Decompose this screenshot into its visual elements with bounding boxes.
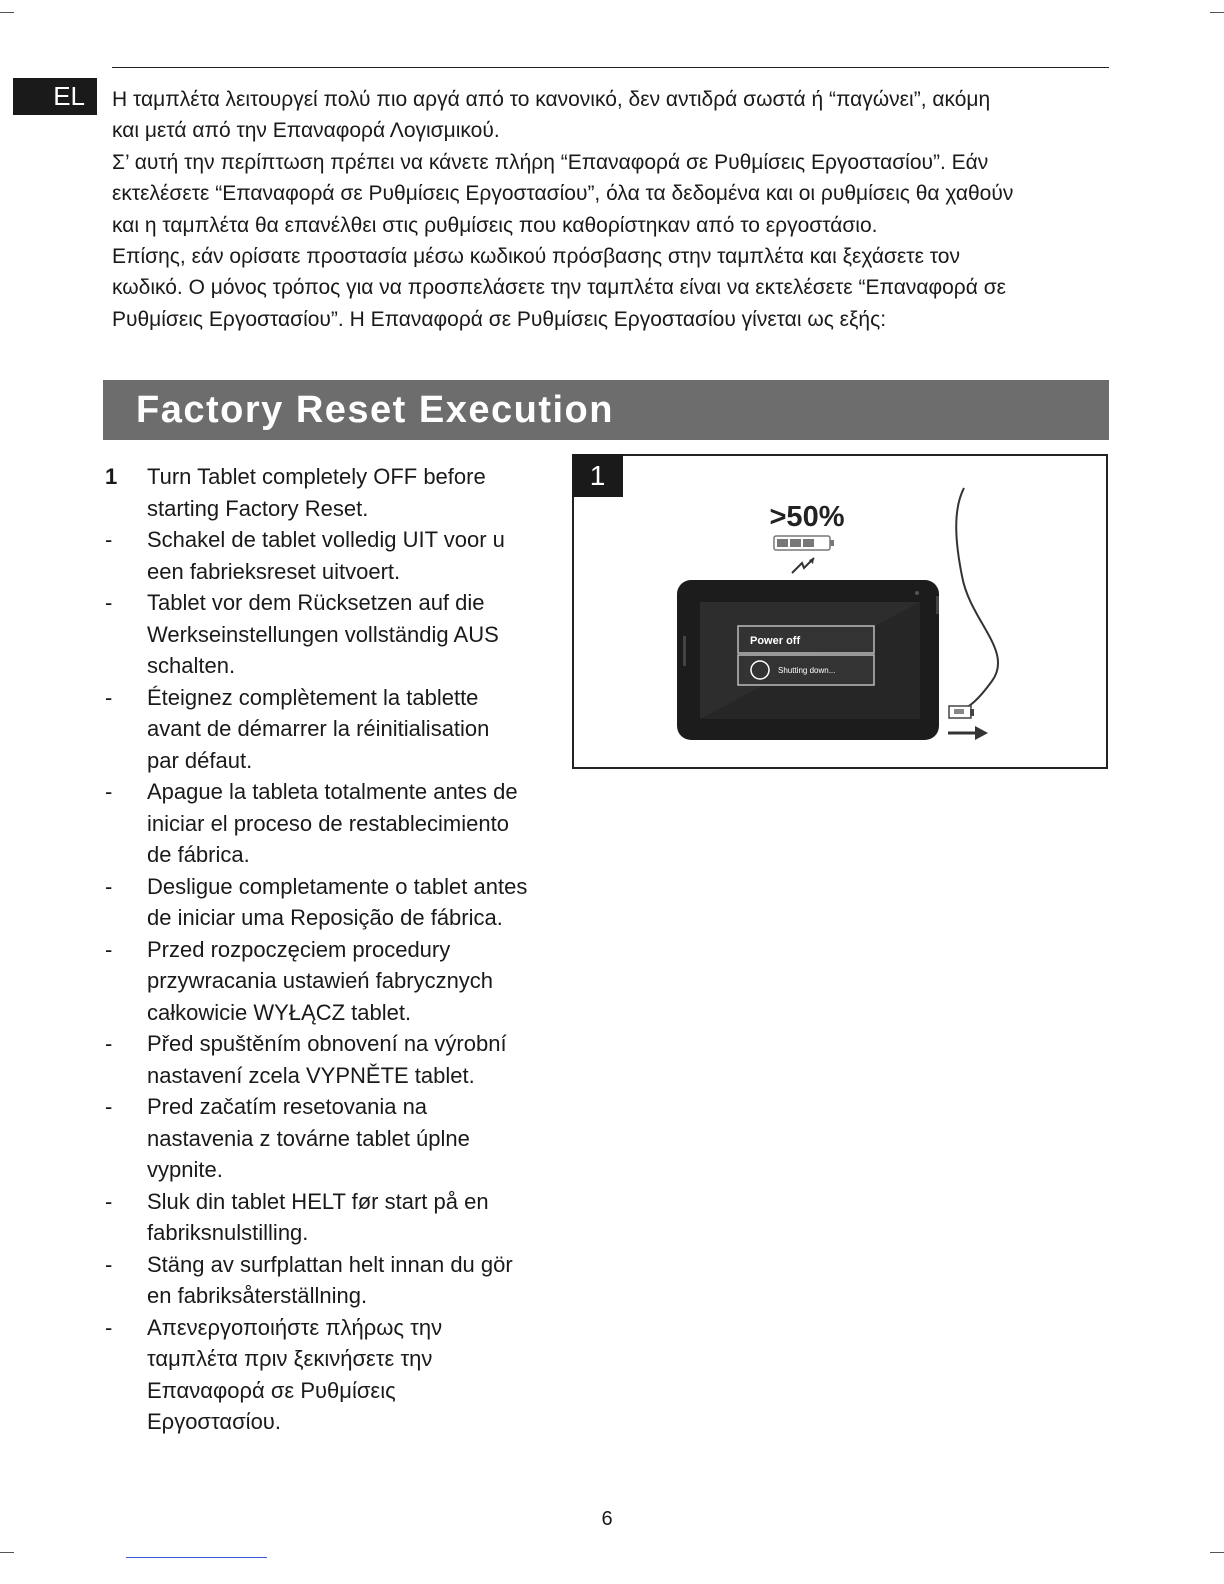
- step-line: nastavení zcela VYPNĚTE tablet.: [147, 1062, 475, 1088]
- step-list: [105, 461, 555, 1438]
- step-marker: 1: [105, 464, 118, 489]
- step-marker: -: [105, 1094, 113, 1119]
- step-line: de iniciar uma Reposição de fábrica.: [147, 905, 503, 930]
- step-line: całkowicie WYŁĄCZ tablet.: [147, 999, 412, 1025]
- step-line: Επαναφορά σε Ρυθμίσεις: [147, 1377, 396, 1403]
- intro-line: Ρυθμίσεις Εργοστασίου”. Η Επαναφορά σε Ρυθμίσεις Εργοστασίου γίνεται ως εξής:: [112, 307, 887, 331]
- step-item: [105, 1186, 555, 1249]
- step-marker: -: [105, 1031, 113, 1056]
- step-line: Turn Tablet completely OFF before: [147, 464, 486, 489]
- battery-icon: [774, 536, 834, 550]
- usb-plug-icon: [949, 706, 974, 718]
- battery-label: >50%: [769, 501, 845, 533]
- step-line: fabriksnulstilling.: [147, 1220, 309, 1245]
- step-line: Schakel de tablet volledig UIT voor u: [147, 527, 505, 552]
- language-tag: EL: [13, 78, 97, 115]
- crop-mark-top-right: [1210, 12, 1224, 13]
- crop-mark-top-left: [0, 12, 14, 13]
- step-item: [105, 1312, 555, 1438]
- step-line: starting Factory Reset.: [147, 495, 369, 521]
- step-line: Tablet vor dem Rücksetzen auf die: [147, 590, 485, 615]
- usb-cable: [956, 488, 998, 711]
- step-text: [147, 461, 555, 524]
- step-marker: -: [105, 1251, 113, 1277]
- step-marker: -: [105, 1314, 113, 1340]
- dialog-title: Power off: [750, 635, 801, 647]
- step-marker: -: [105, 779, 113, 804]
- power-off-dialog: [738, 626, 874, 685]
- intro-paragraph: [112, 84, 1112, 335]
- figure-number: 1: [572, 454, 623, 497]
- step-text: [147, 682, 555, 777]
- step-line: ταμπλέτα πριν ξεκινήσετε την: [147, 1346, 433, 1371]
- footer-link-rule: [126, 1557, 267, 1558]
- step-marker: -: [105, 527, 113, 552]
- step-line: Desligue completamente o tablet antes: [147, 873, 528, 899]
- step-marker: -: [105, 936, 113, 962]
- intro-line: Επίσης, εάν ορίσατε προστασία μέσω κωδικού πρόσβασης στην ταμπλέτα και ξεχάσετε τον: [112, 245, 960, 269]
- step-line: de fábrica.: [147, 842, 250, 867]
- step-line: Werkseinstellungen vollständig AUS: [147, 621, 499, 647]
- intro-line: Σ’ αυτή την περίπτωση πρέπει να κάνετε πλήρη “Επαναφορά σε Ρυθμίσεις Εργοστασίου”. Εάν: [112, 150, 989, 174]
- step-line: Před spuštěním obnovení na výrobní: [147, 1031, 507, 1056]
- step-line: Éteignez complètement la tablette: [147, 684, 479, 710]
- step-text: [147, 1186, 555, 1249]
- tablet-illustration: [574, 456, 1106, 767]
- step-line: iniciar el proceso de restablecimiento: [147, 810, 509, 836]
- step-line: Sluk din tablet HELT før start på en: [147, 1188, 489, 1214]
- arrow-right-icon: [948, 726, 988, 740]
- step-line: Apague la tableta totalmente antes de: [147, 779, 518, 804]
- step-line: nastavenia z továrne tablet úplne: [147, 1125, 470, 1151]
- step-marker: -: [105, 590, 113, 615]
- step-item: [105, 461, 555, 524]
- step-text: [147, 776, 555, 871]
- step-item: [105, 587, 555, 682]
- dialog-status: Shutting down...: [778, 666, 836, 675]
- step-item: [105, 524, 555, 587]
- step-item: [105, 934, 555, 1029]
- step-line: Απενεργοποιήστε πλήρως την: [147, 1314, 443, 1340]
- step-line: Εργοστασίου.: [147, 1409, 281, 1434]
- figure-step-1: [572, 454, 1108, 769]
- intro-line: εκτελέσετε “Επαναφορά σε Ρυθμίσεις Εργοστασίου”, όλα τα δεδομένα και οι ρυθμίσεις θα χαθούν: [112, 182, 1014, 206]
- step-text: [147, 1028, 555, 1091]
- step-text: [147, 587, 555, 682]
- step-line: Stäng av surfplattan helt innan du gör: [147, 1251, 513, 1277]
- step-item: [105, 1091, 555, 1186]
- header-rule: [112, 67, 1109, 68]
- step-line: vypnite.: [147, 1157, 223, 1182]
- step-text: [147, 1249, 555, 1312]
- step-text: [147, 934, 555, 1029]
- step-line: par défaut.: [147, 747, 253, 773]
- intro-line: Η ταμπλέτα λειτουργεί πολύ πιο αργά από το κανονικό, δεν αντιδρά σωστά ή “παγώνει”, ακόμη: [112, 88, 991, 111]
- intro-line: και η ταμπλέτα θα επανέλθει στις ρυθμίσεις που καθορίστηκαν από το εργοστάσιο.: [112, 213, 878, 237]
- step-line: en fabriksåterställning.: [147, 1283, 368, 1308]
- charging-bolt-icon: [792, 558, 814, 573]
- crop-mark-bottom-left: [0, 1552, 14, 1553]
- step-line: een fabrieksreset uitvoert.: [147, 558, 401, 584]
- step-line: Przed rozpoczęciem procedury: [147, 936, 451, 962]
- intro-line: και μετά από την Επαναφορά Λογισμικού.: [112, 119, 500, 143]
- step-text: [147, 524, 555, 587]
- section-header: [103, 380, 1109, 440]
- step-marker: -: [105, 873, 113, 899]
- step-line: avant de démarrer la réinitialisation: [147, 716, 490, 741]
- step-marker: -: [105, 684, 113, 710]
- step-item: [105, 1028, 555, 1091]
- step-line: schalten.: [147, 653, 236, 678]
- section-title: Factory Reset Execution: [136, 388, 614, 431]
- step-item: [105, 871, 555, 934]
- page-number: 6: [601, 1508, 613, 1530]
- step-line: Pred začatím resetovania na: [147, 1094, 428, 1119]
- intro-line: κωδικό. Ο μόνος τρόπος για να προσπελάσετε την ταμπλέτα είναι να εκτελέσετε “Επαναφορά σε: [112, 276, 1007, 300]
- step-marker: -: [105, 1188, 113, 1214]
- step-item: [105, 1249, 555, 1312]
- step-item: [105, 776, 555, 871]
- step-item: [105, 682, 555, 777]
- step-line: przywracania ustawień fabrycznych: [147, 968, 494, 993]
- step-text: [147, 1091, 555, 1186]
- step-text: [147, 1312, 555, 1438]
- step-text: [147, 871, 555, 934]
- crop-mark-bottom-right: [1210, 1552, 1224, 1553]
